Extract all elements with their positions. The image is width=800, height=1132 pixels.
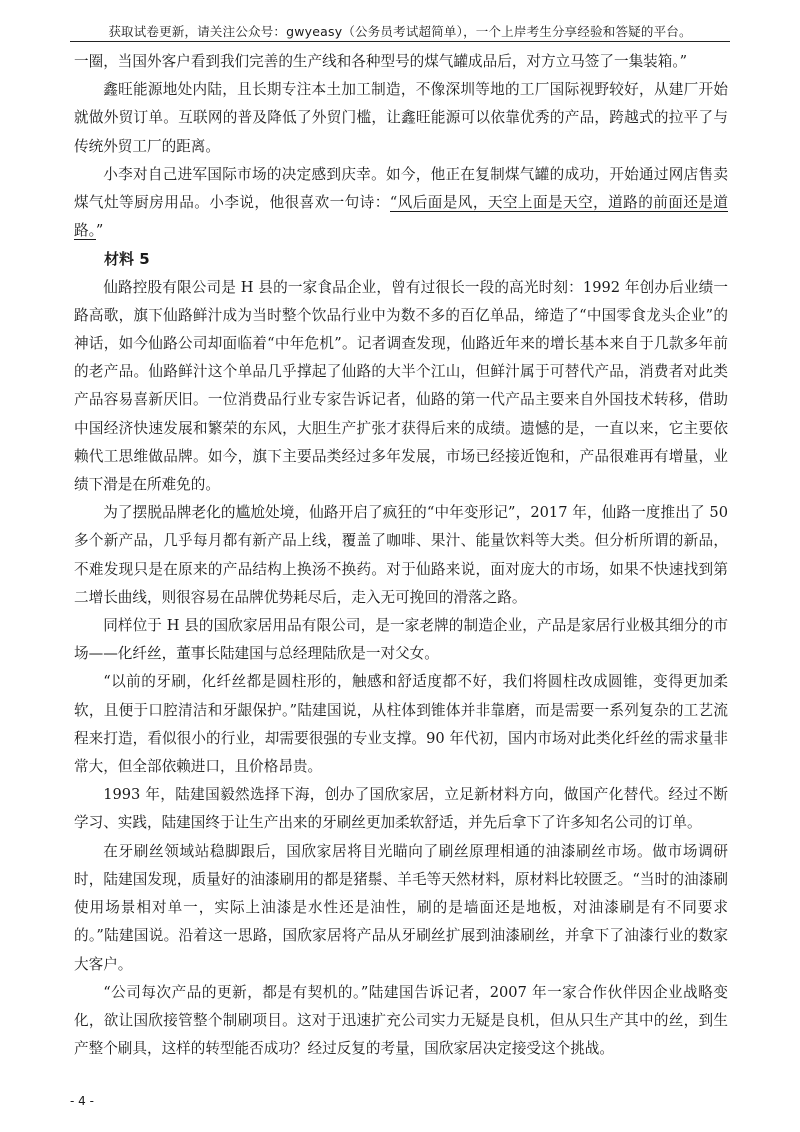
paragraph-xianlu-history: 仙路控股有限公司是 H 县的一家食品企业，曾有过很长一段的高光时刻：1992 年创办后业绩一路高歌，旗下仙路鲜汁成为当时整个饮品行业中为数不多的百亿单品，缔造了“中国零食龙头企业”的神话，如今仙路公司却面临着“中年危机”。记者调查发现，仙路近年来的增长基本来自于几款多年前的老产品。仙路鲜汁这个单品几乎撑起了仙路的大半个江山，但鲜汁属于可替代产品，消费者对此类产品容易喜新厌旧。一位消费品行业专家告诉记者，仙路的第一代产品主要来自外国技术转移，借助中国经济快速发展和繁荣的东风，大胆生产扩张才获得后来的成绩。遗憾的是，一直以来，它主要依赖代工思维做品牌。如今，旗下主要品类经过多年发展，市场已经接近饱和，产品很难再有增量，业绩下滑是在所难免的。 <box>74 278 728 494</box>
paragraph-2007-opportunity: “公司每次产品的更新，都是有契机的。”陆建国告诉记者，2007 年一家合作伙伴因企业战略变化，欲让国欣接管整个制刷项目。这对于迅速扩充公司实力无疑是良机，但从只生产其中的丝，到生产整个刷具，这样的转型能否成功？经过反复的考量，国欣家居决定接受这个挑战。 <box>74 983 728 1058</box>
section-title-material-5: 材料 5 <box>104 250 150 269</box>
paragraph-1993-founding: 1993 年，陆建国毅然选择下海，创办了国欣家居，立足新材料方向，做国产化替代。经过不断学习、实践，陆建国终于让生产出来的牙刷丝更加柔软舒适，并先后拿下了许多知名公司的订单。 <box>74 786 728 832</box>
page-number: - 4 - <box>70 1094 94 1108</box>
paragraph-xinwang-energy: 鑫旺能源地处内陆，且长期专注本土加工制造，不像深圳等地的工厂国际视野较好，从建厂开始就做外贸订单。互联网的普及降低了外贸门槛，让鑫旺能源可以依靠优秀的产品，跨越式的拉平了与传统外贸工厂的距离。 <box>74 81 728 155</box>
quote-close: ” <box>95 222 104 240</box>
paragraph-xiaoli <box>74 161 728 246</box>
paragraph-xianlu-transformation: 为了摆脱品牌老化的尴尬处境，仙路开启了疯狂的“中年变形记”，2017 年，仙路一度推出了 50 多个新产品，几乎每月都有新产品上线，覆盖了咖啡、果汁、能量饮料等大类。但分析所谓的新品，不难发现只是在原来的产品结构上换汤不换药。对于仙路来说，面对庞大的市场，如果不快速找到第二增长曲线，则很容易在品牌优势耗尽后，走入无可挽回的滑落之路。 <box>74 504 728 606</box>
paragraph-continued: 一圈，当国外客户看到我们完善的生产线和各种型号的煤气罐成品后，对方立马签了一集装箱。” <box>74 53 688 70</box>
paragraph-toothbrush-fiber: “以前的牙刷，化纤丝都是圆柱形的，触感和舒适度都不好，我们将圆柱改成圆锥，变得更加柔软，且便于口腔清洁和牙龈保护。”陆建国说，从柱体到锥体并非靠磨，而是需要一系列复杂的工艺流程来打造，看似很小的行业，却需要很强的专业支撑。90 年代初，国内市场对此类化纤丝的需求量非常大，但全部依赖进口，且价格昂贵。 <box>74 673 728 776</box>
paragraph-guoxin-intro: 同样位于 H 县的国欣家居用品有限公司，是一家老牌的制造企业，产品是家居行业极其细分的市场——化纤丝，董事长陆建国与总经理陆欣是一对父女。 <box>74 617 728 663</box>
paragraph-paint-brush-market: 在牙刷丝领域站稳脚跟后，国欣家居将目光瞄向了刷丝原理相通的油漆刷丝市场。做市场调研时，陆建国发现，质量好的油漆刷用的都是猪鬃、羊毛等天然材料，原材料比较匮乏。“当时的油漆刷使用场景相对单一，实际上油漆是水性还是油性，刷的是墙面还是地板，对油漆刷是有不同要求的。”陆建国说。沿着这一思路，国欣家居将产品从牙刷丝扩展到油漆刷丝，并拿下了油漆行业的数家大客户。 <box>74 842 728 973</box>
paragraph-xiaoli-text: 小李对自己进军国际市场的决定感到庆幸。如今，他正在复制煤气罐的成功，开始通过网店售卖煤气灶等厨房用品。小李说，他很喜欢一句诗： <box>74 165 728 212</box>
header-divider <box>70 41 730 42</box>
underlined-poem-quote: “风后面是风，天空上面是天空，道路的前面还是道路。 <box>74 194 728 240</box>
document-body <box>74 48 728 1063</box>
header-note: 获取试卷更新，请关注公众号：gwyeasy（公务员考试超简单），一个上岸考生分享经验和答疑的平台。 <box>108 24 692 39</box>
